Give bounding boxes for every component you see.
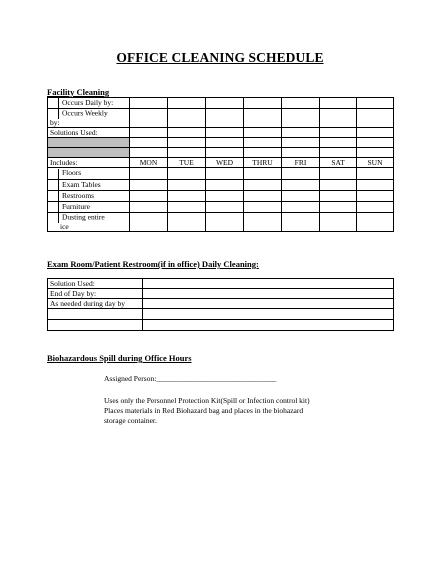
checkbox[interactable] <box>48 180 59 190</box>
occurs-daily-cell[interactable]: Occurs Daily by: <box>48 98 130 109</box>
item-floors[interactable]: Floors <box>48 168 130 179</box>
table-row <box>48 190 394 201</box>
table-row <box>48 138 394 148</box>
instructions-line: Places materials in Red Biohazard bag and places in the biohazard <box>104 406 304 415</box>
instructions-line: storage container. <box>104 416 157 425</box>
day-header: THRU <box>244 158 282 168</box>
end-of-day-label: End of Day by: <box>48 289 143 299</box>
as-needed-label: As needed during day by <box>48 299 143 309</box>
day-header: SUN <box>357 158 394 168</box>
table-row <box>48 202 394 213</box>
table-row <box>48 148 394 158</box>
day-header: TUE <box>168 158 206 168</box>
table-row <box>48 128 394 138</box>
checkbox[interactable] <box>48 191 59 201</box>
item-restrooms[interactable]: Restrooms <box>48 190 130 201</box>
table-row <box>48 179 394 190</box>
table-row <box>48 213 394 232</box>
checkbox[interactable] <box>48 202 59 212</box>
occurs-weekly-cell[interactable]: Occurs Weekly by: <box>48 109 130 128</box>
exam-room-heading: Exam Room/Patient Restroom(if in office) Daily Cleaning: <box>47 259 259 269</box>
day-header: MON <box>130 158 168 168</box>
table-row <box>48 98 394 109</box>
table-row <box>48 309 394 320</box>
day-header: WED <box>206 158 244 168</box>
item-exam-tables[interactable]: Exam Tables <box>48 179 130 190</box>
solutions-used-label: Solutions Used: <box>48 128 130 138</box>
days-header-row <box>48 158 394 168</box>
table-row <box>48 320 394 331</box>
facility-cleaning-heading: Facility Cleaning <box>47 87 110 97</box>
solution-used-label: Solution Used: <box>48 279 143 289</box>
day-header: SAT <box>320 158 357 168</box>
exam-room-table <box>47 278 394 331</box>
table-row <box>48 289 394 299</box>
checkbox[interactable] <box>48 98 59 108</box>
day-header: FRI <box>282 158 320 168</box>
table-row <box>48 168 394 179</box>
facility-cleaning-table <box>47 97 394 232</box>
assigned-person-field[interactable]: Assigned Person:________________________________ <box>104 374 277 383</box>
item-furniture[interactable]: Furniture <box>48 202 130 213</box>
item-dusting[interactable]: Dusting entire ice <box>48 213 130 232</box>
instructions-line: Uses only the Personnel Protection Kit(Spill or Infection control kit) <box>104 396 310 405</box>
page-title: OFFICE CLEANING SCHEDULE <box>116 50 324 65</box>
includes-label: Includes: <box>48 158 130 168</box>
table-row <box>48 299 394 309</box>
table-row <box>48 109 394 128</box>
biohazard-heading: Biohazardous Spill during Office Hours <box>47 353 192 363</box>
table-row <box>48 279 394 289</box>
checkbox[interactable] <box>48 169 59 179</box>
